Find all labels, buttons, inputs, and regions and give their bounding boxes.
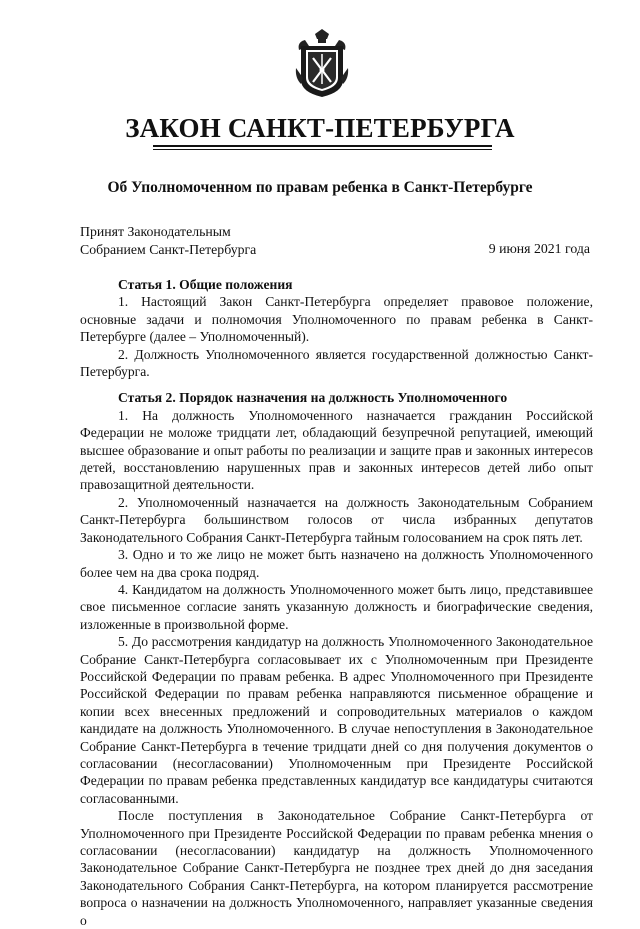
coat-of-arms-icon bbox=[293, 28, 351, 98]
article-2-paragraph-5: 5. До рассмотрения кандидатур на должность Уполномоченного Законодательное Собрание Санкт-Петербурга согласовывает их с Уполномоченным при Президенте Российской Федерации по правам ребенка. В адрес Уполномоченного при Президенте Российской Федерации по правам ребенка направляются письменное обращение и копии всех внесенных предложений и сопроводительных материалов о каждом кандидате на должность Уполномоченного. В случае непоступления в Законодательное Собрание Санкт-Петербурга в течение тридцати дней со дня получения документов о согласовании (несогласовании) Уполномоченным при Президенте Российской Федерации по правам ребенка представленных кандидатур все кандидатуры считаются согласованными. bbox=[80, 634, 593, 806]
title-underline bbox=[153, 145, 492, 147]
adoption-info bbox=[80, 223, 256, 258]
adopted-line-2: Собранием Санкт-Петербурга bbox=[80, 241, 257, 257]
adopted-line-1: Принят Законодательным bbox=[80, 224, 231, 239]
adoption-date: 9 июня 2021 года bbox=[488, 241, 590, 256]
article-2-heading: Статья 2. Порядок назначения на должность Уполномоченного bbox=[118, 390, 508, 406]
title-underline-thin bbox=[153, 149, 492, 150]
law-body bbox=[80, 276, 593, 929]
article-2-paragraph-6: После поступления в Законодательное Собрание Санкт-Петербурга от Уполномоченного при Президенте Российской Федерации по правам ребенка мнения о согласовании (несогласовании) кандидатур на должность Уполномоченного Законодательное Собрание Санкт-Петербурга не позднее трех дней до дня заседания Законодательного Собрания Санкт-Петербурга, на котором планируется рассмотрение вопроса о назначении на должность Уполномоченного, направляет указанные сведения о bbox=[80, 808, 593, 928]
article-2-paragraph-1: 1. На должность Уполномоченного назначается гражданин Российской Федерации не моложе тридцати лет, обладающий безупречной репутацией, имеющий высшее образование и опыт работы по реализации и защите прав и законных интересов детей, восстановлению нарушенных прав и законных интересов детей либо опыт правозащитной деятельности. bbox=[80, 407, 593, 493]
article-2-paragraph-4: 4. Кандидатом на должность Уполномоченного может быть лицо, представившее свое письменное согласие занять указанную должность и биографические сведения, изложенные в произвольной форме. bbox=[80, 581, 593, 632]
article-2-paragraph-3: 3. Одно и то же лицо не может быть назначено на должность Уполномоченного более чем на два срока подряд. bbox=[80, 547, 593, 580]
article-1-paragraph-1: 1. Настоящий Закон Санкт-Петербурга определяет правовое положение, основные задачи и полномочия Уполномоченного по правам ребенка в Санкт-Петербурге (далее – Уполномоченный). bbox=[80, 294, 593, 345]
article-2-paragraph-2: 2. Уполномоченный назначается на должность Законодательным Собранием Санкт-Петербурга большинством голосов от числа избранных депутатов Законодательного Собрания Санкт-Петербурга тайным голосованием на срок пять лет. bbox=[80, 494, 593, 545]
article-1-heading: Статья 1. Общие положения bbox=[118, 277, 293, 292]
law-title: ЗАКОН САНКТ-ПЕТЕРБУРГА bbox=[125, 113, 515, 143]
law-subtitle: Об Уполномоченном по правам ребенка в Санкт-Петербурге bbox=[107, 179, 533, 196]
article-1-paragraph-2: 2. Должность Уполномоченного является государственной должностью Санкт-Петербурга. bbox=[80, 346, 593, 380]
